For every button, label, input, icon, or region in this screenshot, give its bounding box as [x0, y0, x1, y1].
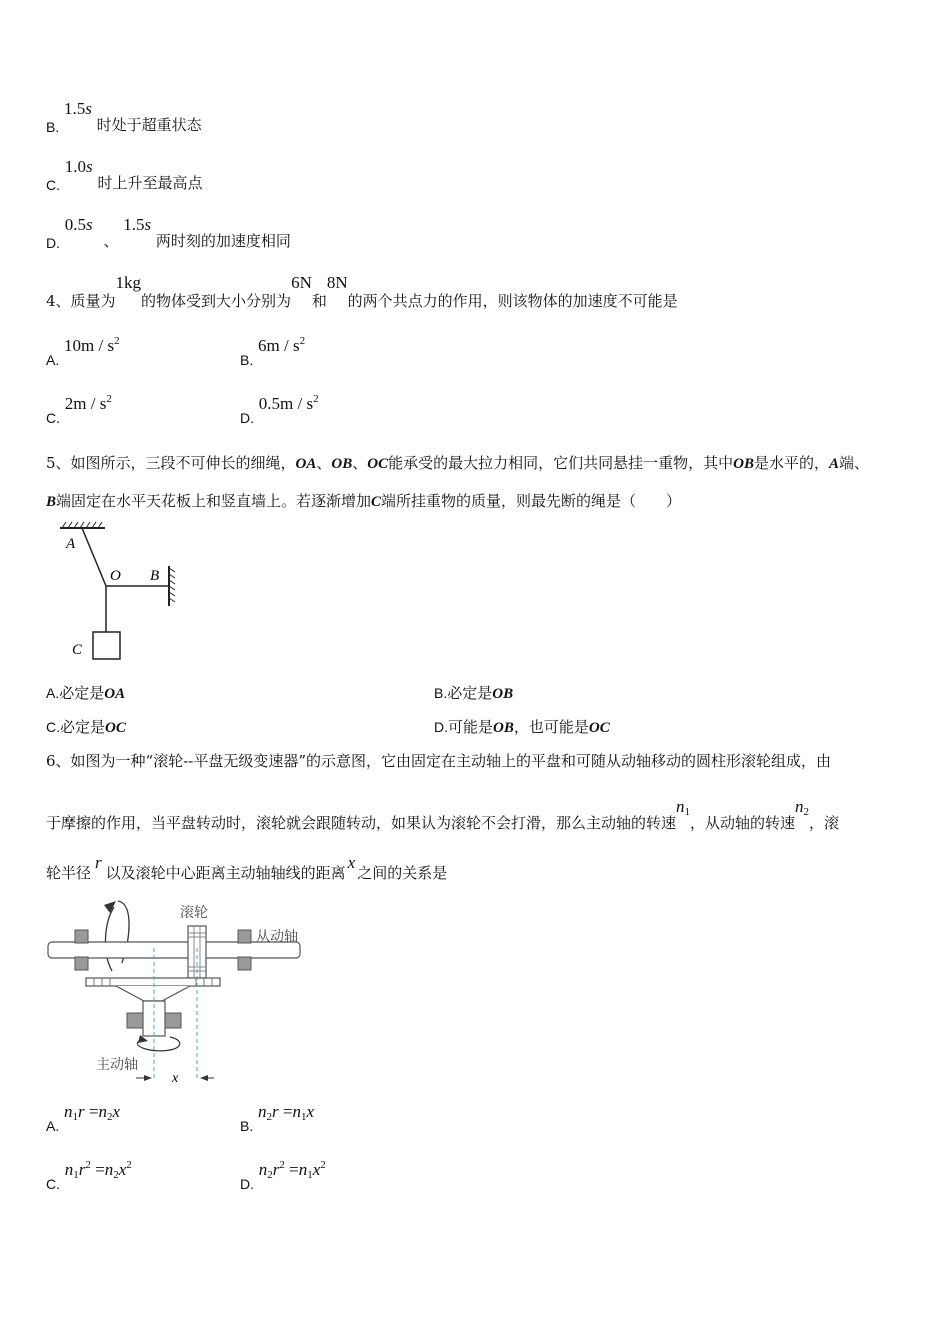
option-rope: OC — [105, 720, 126, 736]
option-label: D. — [240, 410, 254, 426]
symbol-n1: n1 — [676, 797, 691, 818]
text: 、 — [352, 454, 368, 472]
q4-mid: 的物体受到大小分别为 — [141, 292, 292, 310]
rope-oc: OC — [367, 456, 389, 472]
end-b: B — [46, 494, 57, 510]
q5-stem-line-2 — [46, 490, 681, 511]
option-label: D. — [434, 719, 448, 735]
q4-option-a — [46, 335, 120, 368]
text: 、 — [316, 454, 332, 472]
separator: 、 — [103, 232, 119, 250]
option-rope: OA — [104, 686, 126, 702]
formula: n1r =n2x — [64, 1102, 121, 1123]
label-a: A — [66, 536, 76, 552]
q6-stem-line-2 — [46, 797, 840, 832]
option-text: 时处于超重状态 — [96, 116, 202, 134]
option-label: A. — [46, 685, 60, 701]
text: ，从动轴的转速 — [690, 814, 796, 832]
option-value: $0.5m / s^2$ — [258, 393, 319, 413]
option-label: C. — [46, 177, 60, 193]
q6-option-a — [46, 1102, 121, 1134]
q5-option-c — [46, 716, 126, 737]
q5-rope-diagram — [50, 520, 190, 665]
label-driver-shaft: 主动轴 — [96, 1057, 138, 1073]
option-text: 两时刻的加速度相同 — [155, 232, 291, 250]
q3-option-c — [46, 157, 203, 193]
text: 能承受的最大拉力相同，它们共同悬挂一重物，其中 — [388, 454, 734, 472]
option-label: D. — [46, 235, 60, 251]
option-value: $6m / s^2$ — [258, 335, 306, 355]
option-text: 可能是 — [448, 718, 494, 736]
q4-and: 和 — [311, 292, 327, 310]
symbol-r: r — [95, 853, 102, 872]
text: 端固定在水平天花板上和竖直墙上。若逐渐增加 — [56, 492, 372, 510]
formula: $n2r^2 =n1x^2$ — [258, 1159, 326, 1181]
symbol-x: x — [347, 853, 356, 872]
label-b: B — [150, 568, 160, 584]
option-label: B. — [434, 685, 448, 701]
label-driven-shaft: 从动轴 — [256, 929, 298, 945]
time-value-1: 0.5s — [64, 215, 93, 234]
option-text: 必定是 — [447, 684, 493, 702]
option-rope: OB — [492, 686, 514, 702]
option-label: C. — [46, 719, 60, 735]
text: 端、 — [839, 454, 870, 472]
text: 5、如图所示，三段不可伸长的细绳， — [46, 454, 296, 472]
q5-option-a — [46, 682, 125, 703]
q4-stem — [46, 273, 678, 310]
label-x: x — [172, 1071, 179, 1086]
label-roller: 滚轮 — [180, 905, 208, 921]
option-text: ，也可能是 — [513, 718, 589, 736]
option-text: 必定是 — [60, 718, 106, 736]
q4-force-2: 8N — [326, 273, 348, 292]
q4-option-b — [240, 335, 306, 368]
q6-stem-line-3 — [46, 853, 448, 882]
q3-option-b — [46, 99, 202, 135]
end-c: C — [371, 494, 382, 510]
text: 轮半径 — [46, 864, 92, 882]
label-o: O — [110, 568, 121, 584]
q4-force-1: 6N — [291, 273, 312, 292]
q5-stem-line-1 — [46, 452, 869, 473]
q4-prefix: 4、质量为 — [46, 292, 116, 310]
option-label: A. — [46, 352, 60, 368]
end-a: A — [828, 456, 839, 472]
q6-stem-line-1: 6、如图为一种“滚轮--平盘无级变速器”的示意图，它由固定在主动轴上的平盘和可随从动轴移动的圆柱形滚轮组成，由 — [46, 752, 832, 770]
q3-option-d — [46, 215, 291, 251]
option-text: 必定是 — [59, 684, 105, 702]
formula: $n1r^2 =n2x^2$ — [64, 1159, 132, 1181]
option-label: A. — [46, 1118, 60, 1134]
q6-gearbox-diagram — [44, 893, 316, 1093]
q4-option-c — [46, 393, 112, 426]
q6-option-c — [46, 1159, 132, 1192]
q6-option-b — [240, 1102, 315, 1134]
option-label: D. — [240, 1176, 254, 1192]
q5-option-d — [434, 716, 610, 737]
option-value: $10m / s^2$ — [64, 335, 120, 355]
rope-oa: OA — [295, 456, 317, 472]
rope-oa-line — [82, 528, 106, 586]
q4-option-d — [240, 393, 319, 426]
formula: n2r =n1x — [258, 1102, 315, 1123]
q4-mass: 1kg — [115, 273, 142, 292]
option-label: B. — [240, 352, 254, 368]
text: 是水平的， — [753, 454, 829, 472]
option-rope: OB — [493, 720, 514, 736]
text: ，滚 — [809, 814, 840, 832]
rope-ob: OB — [733, 456, 754, 472]
rope-ob: OB — [331, 456, 353, 472]
option-value: $2m / s^2$ — [64, 393, 112, 413]
option-label: B. — [240, 1118, 254, 1134]
option-label: C. — [46, 1176, 60, 1192]
text: 端所挂重物的质量，则最先断的绳是（ ） — [381, 492, 682, 510]
text: 之间的关系是 — [357, 864, 448, 882]
time-value: 1.0s — [64, 157, 93, 176]
weight-block — [93, 632, 120, 659]
text: 以及滚轮中心距离主动轴轴线的距离 — [105, 864, 346, 882]
option-text: 时上升至最高点 — [97, 174, 203, 192]
q5-option-b — [434, 682, 513, 703]
option-label: C. — [46, 410, 60, 426]
option-rope: OC — [588, 720, 610, 736]
option-label: B. — [46, 119, 60, 135]
q6-option-d — [240, 1159, 326, 1192]
q4-suffix: 的两个共点力的作用，则该物体的加速度不可能是 — [347, 292, 678, 310]
text: 于摩擦的作用，当平盘转动时，滚轮就会跟随转动，如果认为滚轮不会打滑，那么主动轴的转速 — [46, 814, 677, 832]
time-value-2: 1.5s — [123, 215, 152, 234]
label-c: C — [72, 642, 83, 658]
time-value: 1.5s — [64, 99, 92, 118]
flat-plate — [86, 978, 220, 986]
symbol-n2: n2 — [795, 797, 810, 818]
